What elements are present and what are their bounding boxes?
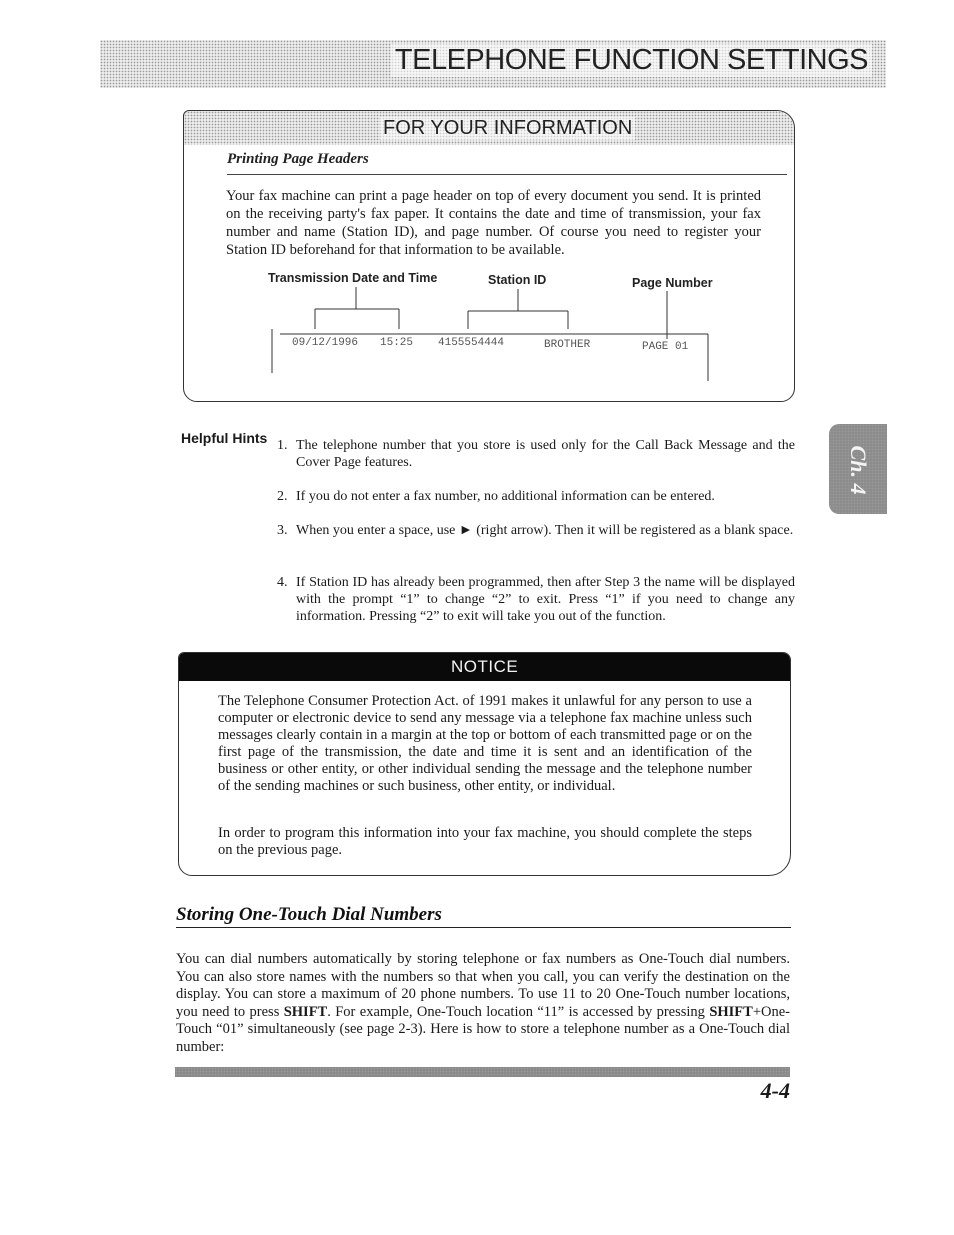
page-number: 4-4 [760, 1078, 790, 1103]
header-fax-number: 4155554444 [438, 337, 505, 349]
chapter-tab [829, 424, 887, 514]
notice-paragraph: In order to program this information into your fax machine, you should complete the steps on the previous page. [218, 825, 752, 858]
header-date: 09/12/1996 [292, 337, 359, 349]
hint-number: 1. [277, 438, 288, 453]
hint-text: The telephone number that you store is used only for the Call Back Message and the Cover Page features. [296, 438, 795, 470]
chapter-tab-label: Ch. 4 [846, 445, 871, 495]
section-title: Storing One-Touch Dial Numbers [176, 904, 442, 925]
info-box-subtitle: Printing Page Headers [227, 151, 369, 167]
info-box-title: FOR YOUR INFORMATION [380, 117, 635, 140]
shift-key-label: SHIFT [709, 1003, 753, 1020]
label-page-number: Page Number [632, 276, 713, 290]
hint-text: When you enter a space, use ► (right arrow). Then it will be registered as a blank space. [296, 523, 794, 538]
helpful-hints-heading: Helpful Hints [181, 430, 268, 446]
hint-text: If Station ID has already been programmed, then after Step 3 the name will be displayed with the prompt “1” to change “2” to exit. Press “1” if you need to change any information. Pressing “2” to exit will take you out of the function. [296, 575, 795, 624]
footer-band [175, 1067, 790, 1077]
header-page: PAGE 01 [642, 341, 689, 353]
section-title-rule [176, 927, 791, 928]
header-name: BROTHER [544, 339, 591, 351]
body-text-part: You can dial numbers automatically by storing telephone or fax numbers as One-Touch dial numbers. You can also store names with the numbers so that when you call, you can verify the destination on the display. You can store a maximum of 20 phone numbers. To use 11 to 20 One-Touch number locations, you need to press [176, 951, 790, 1020]
page-header-band [100, 40, 886, 88]
page-header-title: TELEPHONE FUNCTION SETTINGS [391, 44, 872, 77]
hint-number: 2. [277, 489, 288, 504]
info-box [183, 110, 795, 402]
notice-paragraph: The Telephone Consumer Protection Act. of 1991 makes it unlawful for any person to use a computer or electronic device to send any message via a telephone fax machine unless such messages clearly contain in a margin at the top or bottom of each transmitted page or on the first page of the transmission, the date and time it is sent and an identification of the business or other entity, or other individual sending the message and the telephone number of the sending machines or such business, other entity, or individual. [218, 693, 752, 794]
notice-header-band [179, 653, 790, 681]
page-header-diagram [184, 111, 796, 403]
body-text-part: +One-Touch “01” simultaneously (see page 2-3). Here is how to store a telephone number as a One-Touch dial number: [176, 1003, 790, 1055]
hint-number: 4. [277, 575, 288, 590]
hint-number: 3. [277, 523, 288, 538]
header-time: 15:25 [380, 337, 414, 349]
section-body-text [176, 951, 790, 1056]
hint-text: If you do not enter a fax number, no additional information can be entered. [296, 489, 715, 504]
notice-title: NOTICE [451, 657, 519, 676]
info-box-text: Your fax machine can print a page header on top of every document you send. It is printed on the receiving party's fax paper. It contains the date and time of transmission, your fax number and name (Station ID), and page number. Of course you need to register your Station ID beforehand for that information to be available. [226, 188, 761, 258]
label-transmission-date-time: Transmission Date and Time [268, 271, 438, 285]
label-station-id: Station ID [488, 273, 547, 287]
body-text-part: . For example, One-Touch location “11” is accessed by pressing [327, 1003, 710, 1020]
shift-key-label: SHIFT [283, 1003, 328, 1020]
notice-box [178, 652, 791, 876]
